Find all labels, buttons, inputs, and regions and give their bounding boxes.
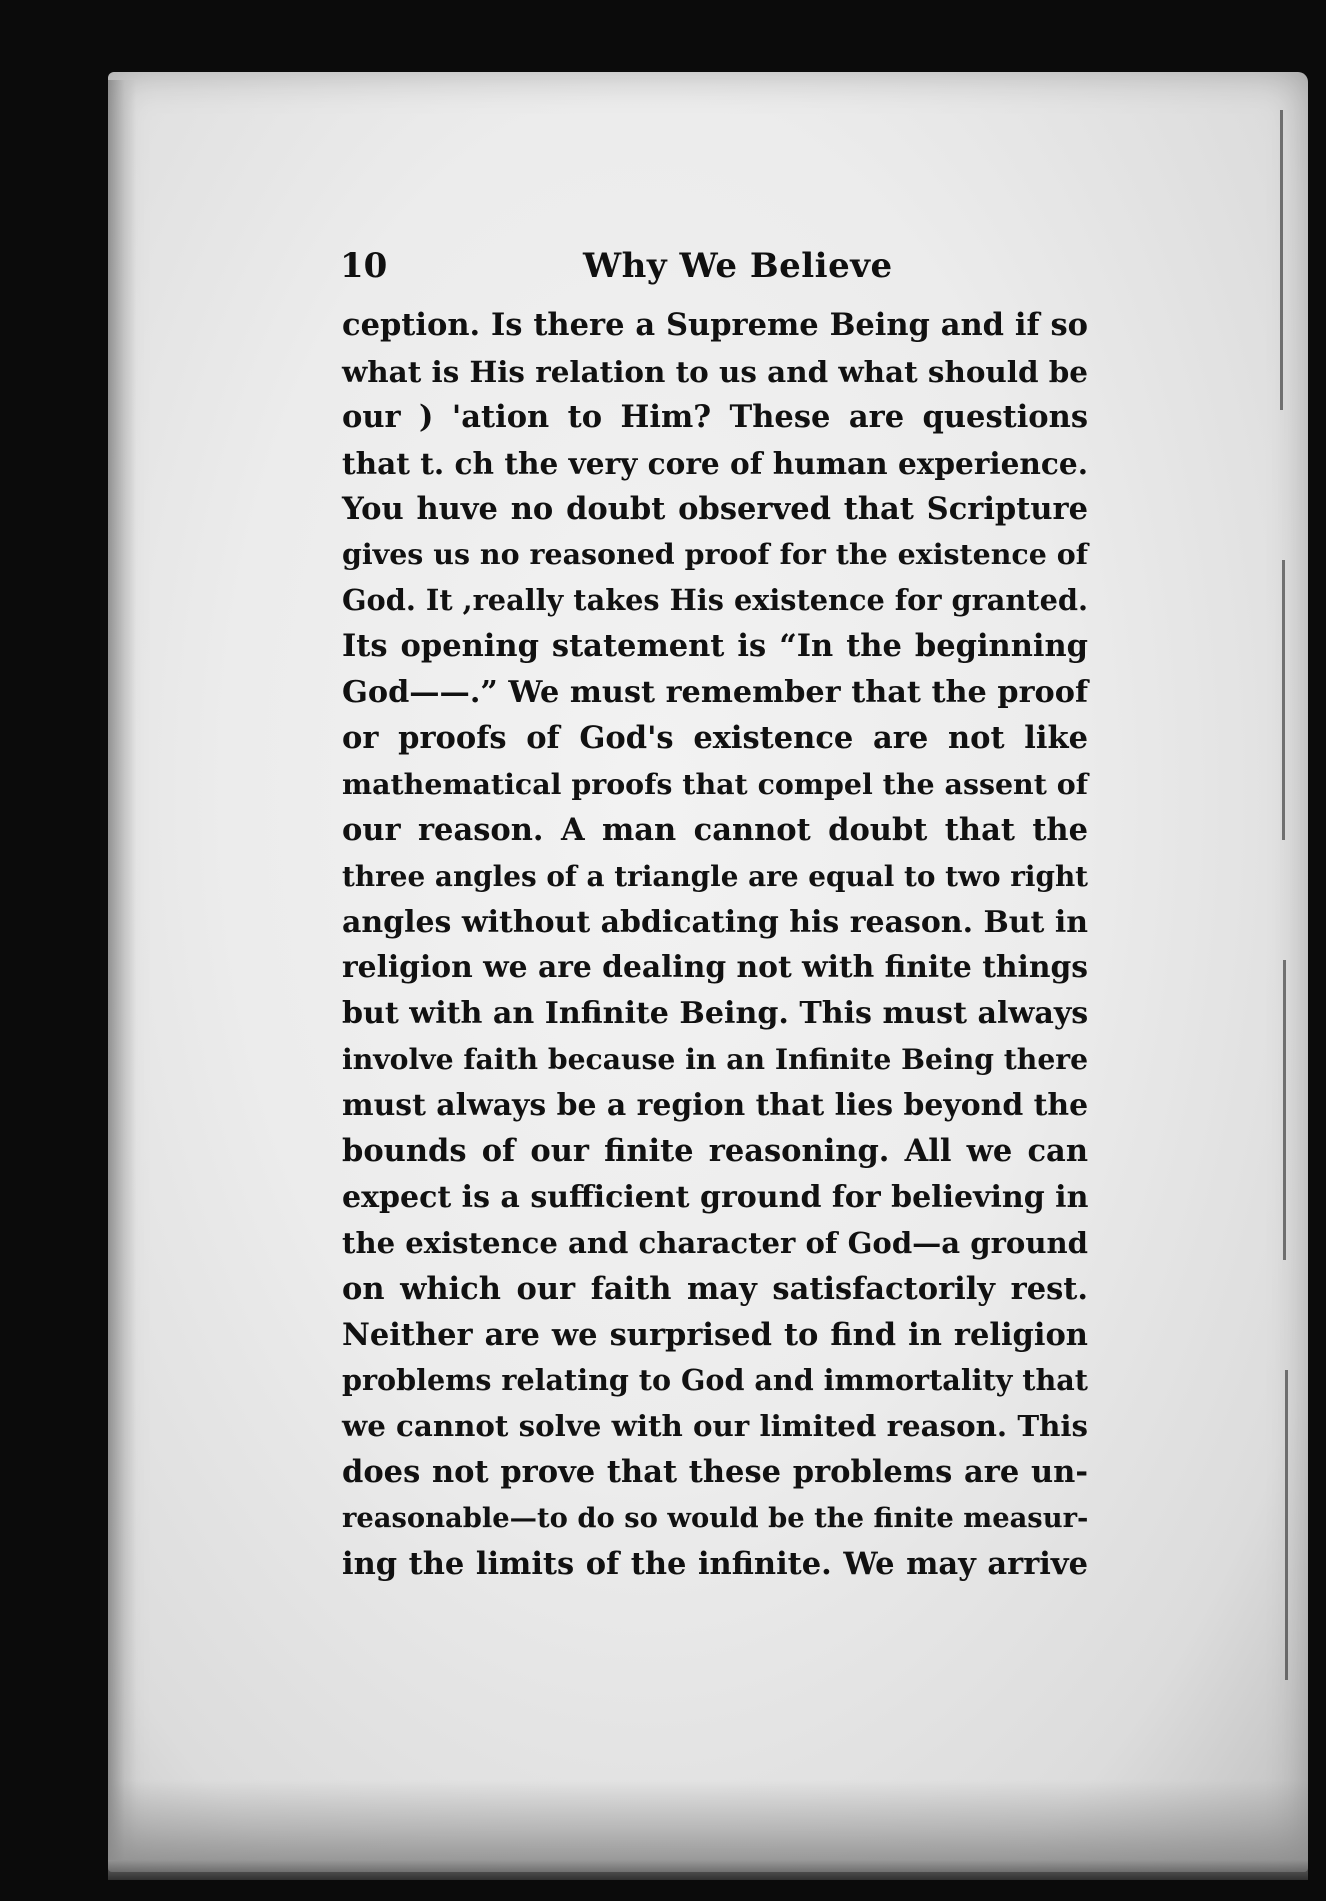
text-line: we cannot solve with our limited reason. This <box>342 1409 1088 1444</box>
text-line: ception. Is there a Supreme Being and if so <box>342 307 1088 343</box>
running-title: Why We Believe <box>583 246 893 286</box>
text-line: but with an Infinite Being. This must always <box>342 996 1089 1032</box>
text-line: three angles of a triangle are equal to two right <box>342 859 1089 893</box>
text-line: on which our faith may satisfactorily rest. <box>342 1270 1088 1307</box>
page-edge-mark <box>1280 110 1283 410</box>
page-bottom-shadow <box>108 1780 1308 1880</box>
page-edge-mark <box>1282 560 1285 840</box>
text-line: ing the limits of the infinite. We may arrive <box>342 1546 1088 1583</box>
page-left-shadow <box>108 80 136 1860</box>
body-text <box>342 303 1088 1588</box>
text-line: gives us no reasoned proof for the existence of <box>342 537 1088 572</box>
text-line: You huve no doubt observed that Scripture <box>342 490 1088 527</box>
page-edge-mark <box>1283 960 1286 1260</box>
text-line: does not prove that these problems are un- <box>342 1454 1088 1491</box>
page-header <box>340 246 1090 296</box>
text-line: problems relating to God and immortality that <box>342 1363 1088 1398</box>
text-line: involve faith because in an Infinite Being there <box>342 1042 1089 1077</box>
page-edge-mark <box>1285 1370 1288 1680</box>
text-line: Its opening statement is “In the beginning <box>342 628 1088 665</box>
text-line: must always be a region that lies beyond the <box>342 1088 1089 1124</box>
text-line: religion we are dealing not with finite things <box>342 950 1088 986</box>
text-line: bounds of our finite reasoning. All we can <box>342 1133 1088 1170</box>
text-line: or proofs of God's existence are not like <box>342 720 1088 757</box>
text-line: the existence and character of God—a ground <box>342 1225 1088 1260</box>
text-line: God. It ,really takes His existence for granted. <box>342 583 1088 618</box>
page-number: 10 <box>340 246 388 286</box>
text-line: God——.” We must remember that the proof <box>342 675 1088 711</box>
text-line: that t. ch the very core of human experience. <box>342 445 1088 481</box>
text-line: expect is a sufficient ground for believing in <box>342 1179 1089 1215</box>
text-line: our ) 'ation to Him? These are questions <box>342 398 1088 435</box>
text-line: angles without abdicating his reason. But in <box>342 904 1088 940</box>
text-line: mathematical proofs that compel the assent of <box>342 766 1088 801</box>
text-line: reasonable—to do so would be the finite measur- <box>342 1502 1089 1535</box>
text-line: Neither are we surprised to find in religion <box>342 1316 1088 1353</box>
text-line: what is His relation to us and what should be <box>342 353 1088 389</box>
text-line: our reason. A man cannot doubt that the <box>342 811 1088 848</box>
